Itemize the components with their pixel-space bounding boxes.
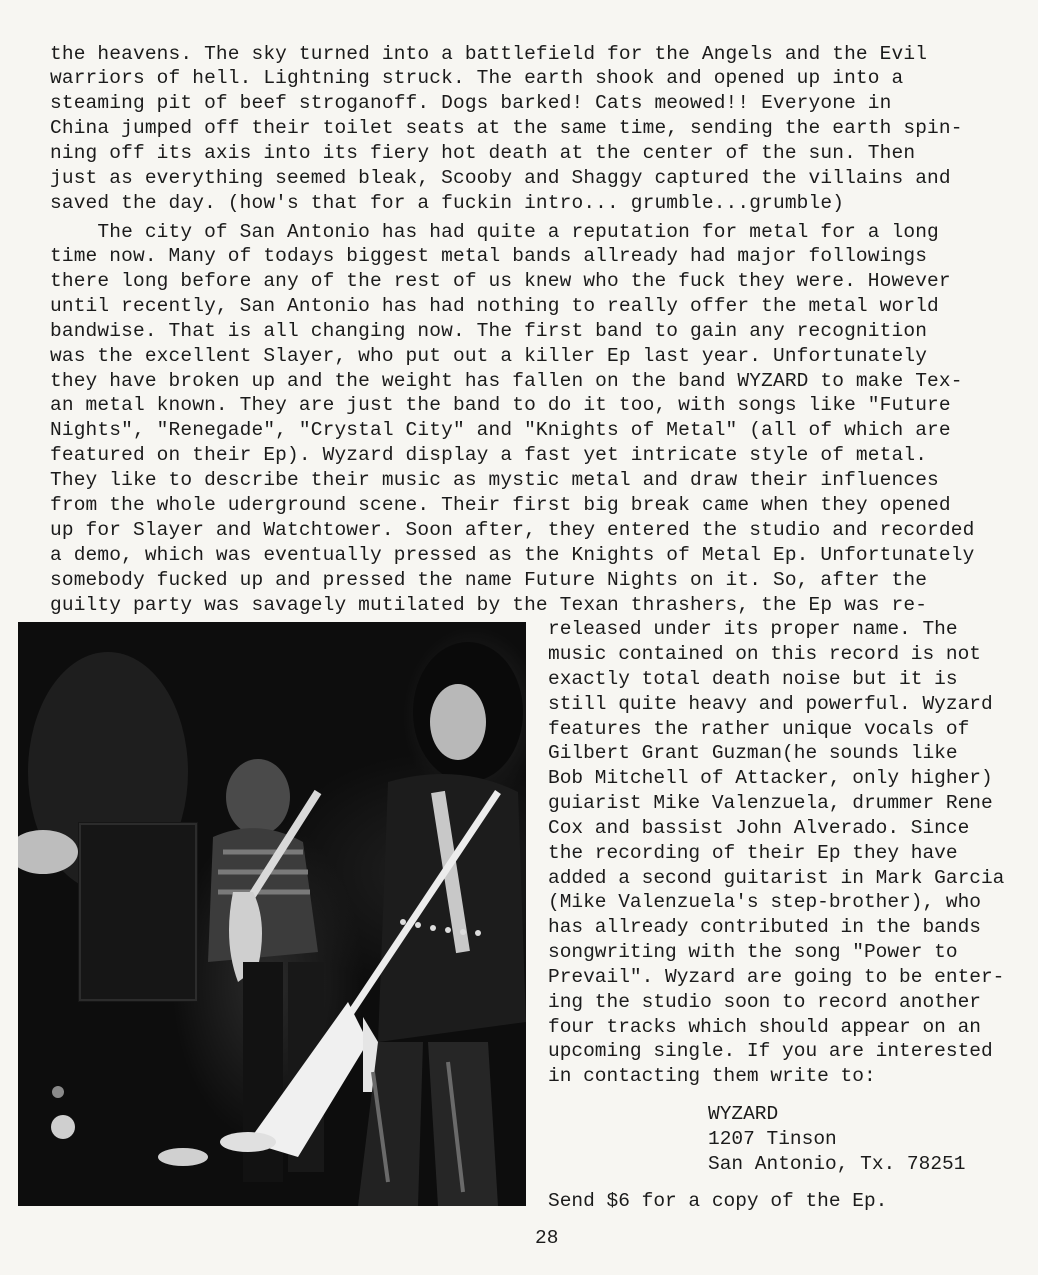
body-line: there long before any of the rest of us knew who the fuck they were. However: [50, 270, 951, 292]
column-line: Prevail". Wyzard are going to be enter-: [548, 966, 1005, 988]
intro-line: China jumped off their toilet seats at the same time, sending the earth spin-: [50, 117, 963, 139]
column-line: (Mike Valenzuela's step-brother), who: [548, 891, 981, 913]
address-street: 1207 Tinson: [708, 1128, 837, 1150]
column-line: ing the studio soon to record another: [548, 991, 981, 1013]
body-line: an metal known. They are just the band to do it too, with songs like "Future: [50, 394, 951, 416]
column-line: Bob Mitchell of Attacker, only higher): [548, 767, 993, 789]
body-line: was the excellent Slayer, who put out a killer Ep last year. Unfortunately: [50, 345, 928, 367]
column-line: upcoming single. If you are interested: [548, 1040, 993, 1062]
body-line: bandwise. That is all changing now. The first band to gain any recognition: [50, 320, 928, 342]
column-line: guiarist Mike Valenzuela, drummer Rene: [548, 792, 993, 814]
column-line: still quite heavy and powerful. Wyzard: [548, 693, 993, 715]
body-line: time now. Many of todays biggest metal bands allready had major followings: [50, 245, 928, 267]
column-line: added a second guitarist in Mark Garcia: [548, 867, 1005, 889]
intro-line: steaming pit of beef stroganoff. Dogs barked! Cats meowed!! Everyone in: [50, 92, 892, 114]
body-line: up for Slayer and Watchtower. Soon after, they entered the studio and recorded: [50, 519, 975, 541]
body-line: Nights", "Renegade", "Crystal City" and "Knights of Metal" (all of which are: [50, 419, 951, 441]
body-line: The city of San Antonio has had quite a reputation for metal for a long: [50, 221, 939, 243]
band-live-photo: [18, 622, 526, 1206]
column-line: the recording of their Ep they have: [548, 842, 958, 864]
intro-line: saved the day. (how's that for a fuckin intro... grumble...grumble): [50, 192, 845, 214]
column-line: exactly total death noise but it is: [548, 668, 958, 690]
column-line: Cox and bassist John Alverado. Since: [548, 817, 970, 839]
page-number: 28: [535, 1227, 559, 1249]
body-line: from the whole uderground scene. Their first big break came when they opened: [50, 494, 951, 516]
column-line: music contained on this record is not: [548, 643, 981, 665]
band-photo-illustration: [18, 622, 526, 1206]
intro-line: the heavens. The sky turned into a battlefield for the Angels and the Evil: [50, 43, 928, 65]
column-line: has allready contributed in the bands: [548, 916, 981, 938]
column-line: Gilbert Grant Guzman(he sounds like: [548, 742, 958, 764]
body-line: they have broken up and the weight has fallen on the band WYZARD to make Tex-: [50, 370, 963, 392]
intro-line: warriors of hell. Lightning struck. The earth shook and opened up into a: [50, 67, 904, 89]
send-note: Send $6 for a copy of the Ep.: [548, 1190, 888, 1212]
body-line: They like to describe their music as mystic metal and draw their influences: [50, 469, 939, 491]
address-city: San Antonio, Tx. 78251: [708, 1153, 966, 1175]
column-line: released under its proper name. The: [548, 618, 958, 640]
body-line: featured on their Ep). Wyzard display a fast yet intricate style of metal.: [50, 444, 928, 466]
column-line: songwriting with the song "Power to: [548, 941, 958, 963]
column-line: four tracks which should appear on an: [548, 1016, 981, 1038]
body-line: guilty party was savagely mutilated by the Texan thrashers, the Ep was re-: [50, 594, 928, 616]
body-line: somebody fucked up and pressed the name Future Nights on it. So, after the: [50, 569, 928, 591]
intro-line: ning off its axis into its fiery hot death at the center of the sun. Then: [50, 142, 916, 164]
body-line: a demo, which was eventually pressed as the Knights of Metal Ep. Unfortunately: [50, 544, 975, 566]
address-name: WYZARD: [708, 1103, 779, 1125]
body-line: until recently, San Antonio has had nothing to really offer the metal world: [50, 295, 939, 317]
intro-line: just as everything seemed bleak, Scooby and Shaggy captured the villains and: [50, 167, 951, 189]
column-line: features the rather unique vocals of: [548, 718, 970, 740]
column-line: in contacting them write to:: [548, 1065, 876, 1087]
